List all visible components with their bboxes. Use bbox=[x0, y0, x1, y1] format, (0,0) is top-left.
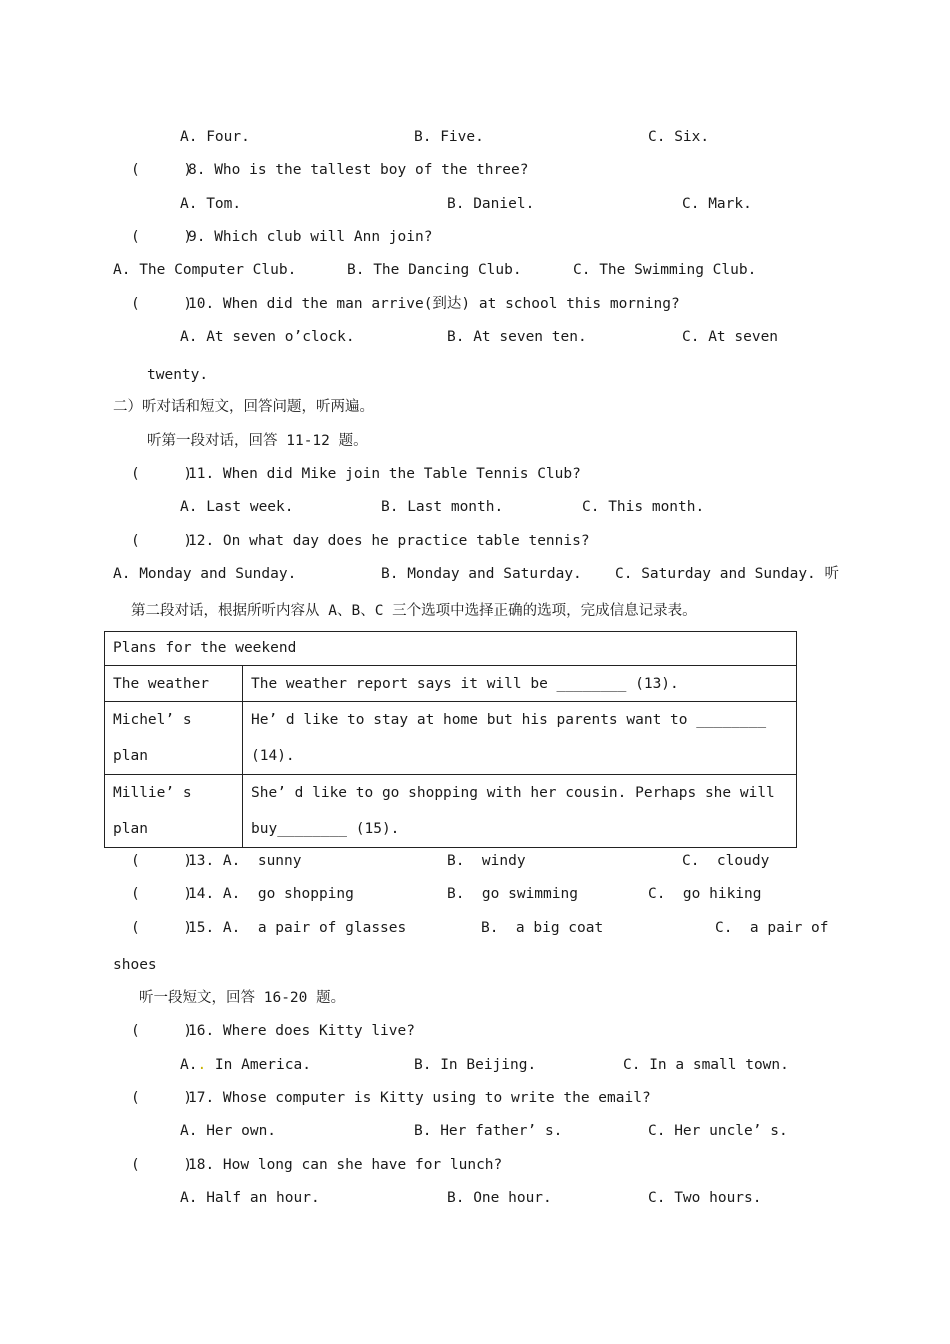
table-key-millie: Millie’ s plan bbox=[105, 775, 243, 848]
q15-answer-blank[interactable]: ( ) bbox=[131, 920, 193, 936]
table-key-michel: Michel’ s plan bbox=[105, 702, 243, 775]
q17-answer-blank[interactable]: ( ) bbox=[131, 1090, 193, 1106]
q11-answer-blank[interactable]: ( ) bbox=[131, 466, 193, 482]
q13-question: 13. A. sunny bbox=[188, 853, 302, 869]
q10-question: 10. When did the man arrive(到达) at school this morning? bbox=[188, 296, 680, 312]
q17-option-b: B. Her father’ s. bbox=[414, 1123, 563, 1139]
q10-option-c-continued: twenty. bbox=[147, 367, 209, 383]
section-heading: 二）听对话和短文，回答问题，听两遍。 bbox=[113, 399, 374, 415]
q15-option-b: B. a big coat bbox=[481, 920, 604, 936]
q14-answer-blank[interactable]: ( ) bbox=[131, 886, 193, 902]
q16-option-c: C. In a small town. bbox=[623, 1057, 789, 1073]
passage-intro: 听一段短文，回答 16-20 题。 bbox=[139, 990, 346, 1006]
q16-option-a-text: In America. bbox=[206, 1057, 311, 1073]
q9-answer-blank[interactable]: ( ) bbox=[131, 229, 193, 245]
q18-question: 18. How long can she have for lunch? bbox=[188, 1157, 503, 1173]
q13-option-c: C. cloudy bbox=[682, 853, 770, 869]
q8-question: 8. Who is the tallest boy of the three? bbox=[188, 162, 529, 178]
q7-option-a: A. Four. bbox=[180, 129, 250, 145]
dialogue-intro: 听第一段对话，回答 11-12 题。 bbox=[147, 433, 368, 449]
table-key-weather: The weather bbox=[105, 666, 243, 702]
table-value-michel: He’ d like to stay at home but his parents want to ________ (14). bbox=[243, 702, 797, 775]
q8-answer-blank[interactable]: ( ) bbox=[131, 162, 193, 178]
table-value-millie: She’ d like to go shopping with her cousin. Perhaps she will buy________ (15). bbox=[243, 775, 797, 848]
q12-option-b: B. Monday and Saturday. bbox=[381, 566, 582, 582]
q16-option-b: B. In Beijing. bbox=[414, 1057, 537, 1073]
q11-option-b: B. Last month. bbox=[381, 499, 504, 515]
q8-option-b: B. Daniel. bbox=[447, 196, 535, 212]
q15-option-c-continued: shoes bbox=[113, 957, 157, 973]
q13-option-b: B. windy bbox=[447, 853, 526, 869]
q13-answer-blank[interactable]: ( ) bbox=[131, 853, 193, 869]
q10-option-a: A. At seven o’clock. bbox=[180, 329, 355, 345]
q16-option-a bbox=[180, 1056, 311, 1074]
second-dialogue-intro: 第二段对话，根据所听内容从 A、B、C 三个选项中选择正确的选项，完成信息记录表。 bbox=[131, 603, 697, 619]
q11-question: 11. When did Mike join the Table Tennis Club? bbox=[188, 466, 581, 482]
q9-option-c: C. The Swimming Club. bbox=[573, 262, 757, 278]
q12-option-a: A. Monday and Sunday. bbox=[113, 566, 297, 582]
q14-option-b: B. go swimming bbox=[447, 886, 578, 902]
q10-answer-blank[interactable]: ( ) bbox=[131, 296, 193, 312]
q17-option-c: C. Her uncle’ s. bbox=[648, 1123, 788, 1139]
q18-answer-blank[interactable]: ( ) bbox=[131, 1157, 193, 1173]
q16-option-a-prefix: A. bbox=[180, 1057, 198, 1073]
q14-question: 14. A. go shopping bbox=[188, 886, 354, 902]
q9-option-a: A. The Computer Club. bbox=[113, 262, 297, 278]
q17-option-a: A. Her own. bbox=[180, 1123, 277, 1139]
q10-option-b: B. At seven ten. bbox=[447, 329, 587, 345]
q9-question: 9. Which club will Ann join? bbox=[188, 229, 433, 245]
q15-option-c: C. a pair of bbox=[715, 920, 829, 936]
q18-option-b: B. One hour. bbox=[447, 1190, 552, 1206]
q16-answer-blank[interactable]: ( ) bbox=[131, 1023, 193, 1039]
q11-option-c: C. This month. bbox=[582, 499, 705, 515]
weekend-plans-table bbox=[104, 631, 797, 848]
q7-option-b: B. Five. bbox=[414, 129, 484, 145]
q11-option-a: A. Last week. bbox=[180, 499, 294, 515]
q18-option-a: A. Half an hour. bbox=[180, 1190, 320, 1206]
q14-option-c: C. go hiking bbox=[648, 886, 762, 902]
table-title: Plans for the weekend bbox=[105, 632, 797, 666]
q16-question: 16. Where does Kitty live? bbox=[188, 1023, 415, 1039]
q12-answer-blank[interactable]: ( ) bbox=[131, 533, 193, 549]
q15-question: 15. A. a pair of glasses bbox=[188, 920, 407, 936]
q8-option-a: A. Tom. bbox=[180, 196, 242, 212]
q9-option-b: B. The Dancing Club. bbox=[347, 262, 522, 278]
q17-question: 17. Whose computer is Kitty using to write the email? bbox=[188, 1090, 651, 1106]
q18-option-c: C. Two hours. bbox=[648, 1190, 762, 1206]
q12-option-c: C. Saturday and Sunday. 听 bbox=[615, 566, 840, 582]
q10-option-c: C. At seven bbox=[682, 329, 779, 345]
table-value-weather: The weather report says it will be ________ (13). bbox=[243, 666, 797, 702]
q8-option-c: C. Mark. bbox=[682, 196, 752, 212]
q16-stray-dot: . bbox=[197, 1057, 207, 1073]
q7-option-c: C. Six. bbox=[648, 129, 710, 145]
q12-question: 12. On what day does he practice table tennis? bbox=[188, 533, 590, 549]
